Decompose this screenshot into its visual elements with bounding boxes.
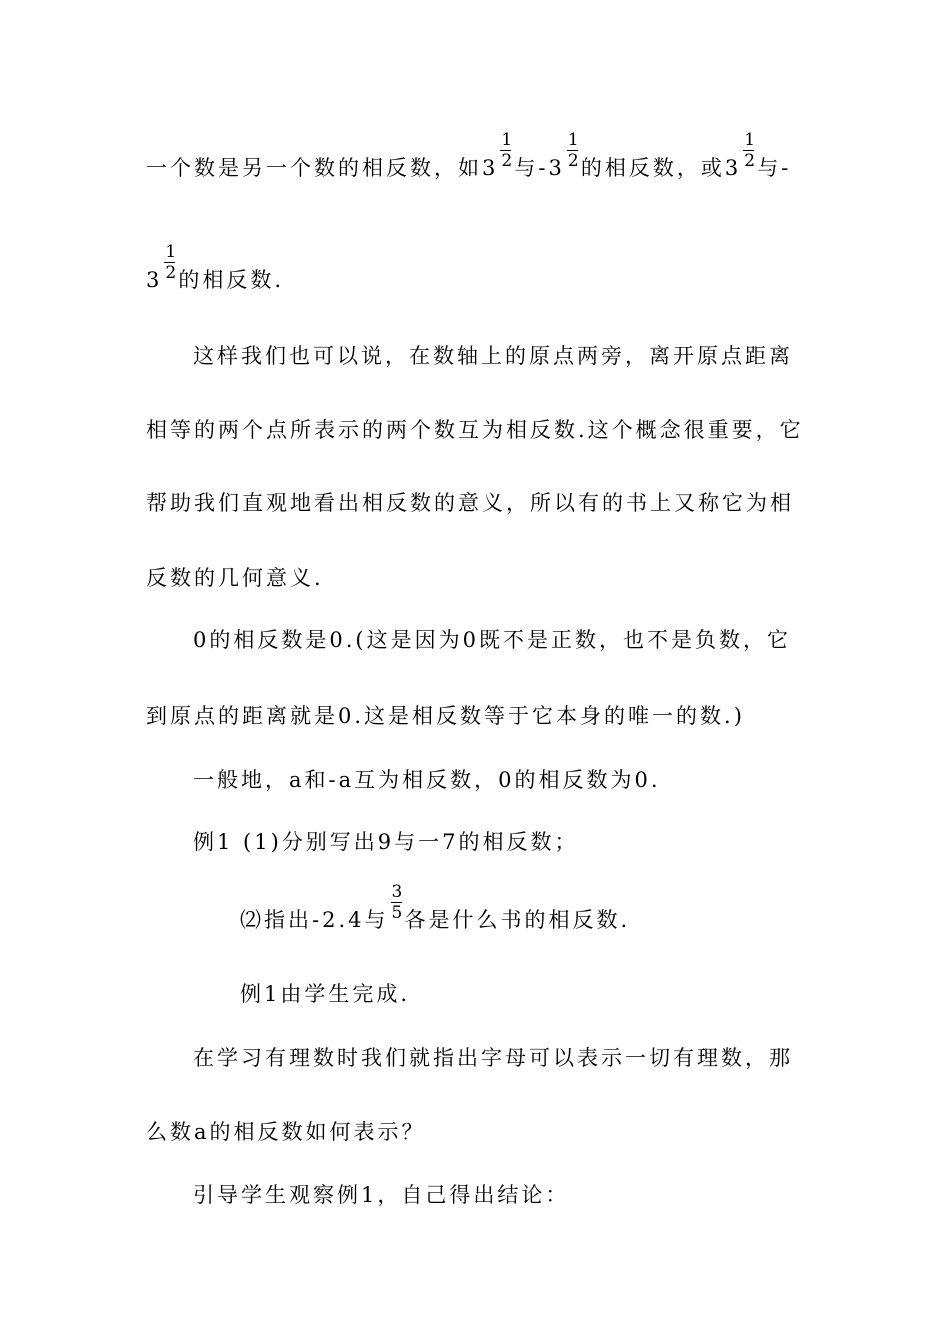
fraction-half <box>566 130 580 180</box>
fraction-numerator: 1 <box>567 130 579 150</box>
text: 一个数是另一个数的相反数，如 <box>146 156 482 180</box>
paragraph-line-5: 帮助我们直观地看出相反数的意义，所以有的书上又称它为相 <box>146 491 794 515</box>
fraction-half <box>163 242 177 292</box>
text: 各是什么书的相反数. <box>404 908 631 932</box>
fraction-denominator: 2 <box>165 263 177 283</box>
fraction-numerator: 3 <box>391 882 403 902</box>
paragraph-line-15: 引导学生观察例1，自己得出结论： <box>193 1183 570 1207</box>
paragraph-line-14: 么数a的相反数如何表示？ <box>146 1120 426 1144</box>
text: ⑵指出-2.4与 <box>240 908 389 932</box>
fraction-half <box>742 130 756 180</box>
fraction-denominator: 2 <box>744 151 756 171</box>
paragraph-line-13: 在学习有理数时我们就指出字母可以表示一切有理数，那 <box>193 1046 793 1070</box>
fraction-denominator: 2 <box>501 151 513 171</box>
example-1-part-1: 例1 (1)分别写出9与一7的相反数； <box>193 830 579 854</box>
fraction-numerator: 1 <box>501 130 513 150</box>
fraction-denominator: 2 <box>567 151 579 171</box>
paragraph-line-1 <box>146 130 792 180</box>
fraction-denominator: 5 <box>391 903 403 923</box>
fraction-numerator: 1 <box>744 130 756 150</box>
paragraph-line-8: 到原点的距离就是0.这是相反数等于它本身的唯一的数.) <box>146 704 745 728</box>
example-1-part-2 <box>240 882 631 932</box>
paragraph-line-6: 反数的几何意义. <box>146 566 324 590</box>
fraction-three-fifths <box>390 882 404 932</box>
paragraph-line-12: 例1由学生完成. <box>240 982 411 1006</box>
text: 的相反数. <box>178 268 285 292</box>
paragraph-line-2 <box>146 242 285 292</box>
text: 的相反数，或 <box>580 156 725 180</box>
text: 3 <box>146 268 163 292</box>
paragraph-line-3: 这样我们也可以说，在数轴上的原点两旁，离开原点距离 <box>193 344 793 368</box>
text: 与-3 <box>514 156 565 180</box>
paragraph-line-4: 相等的两个点所表示的两个数互为相反数.这个概念很重要，它 <box>146 418 804 442</box>
text: 3 <box>724 156 742 180</box>
text: 与- <box>757 156 792 180</box>
fraction-half <box>499 130 513 180</box>
fraction-numerator: 1 <box>165 242 177 262</box>
paragraph-line-7: 0的相反数是0.(这是因为0既不是正数，也不是负数，它 <box>193 628 791 652</box>
text: 3 <box>482 156 499 180</box>
paragraph-line-9: 一般地，a和-a互为相反数，0的相反数为0. <box>193 768 661 792</box>
